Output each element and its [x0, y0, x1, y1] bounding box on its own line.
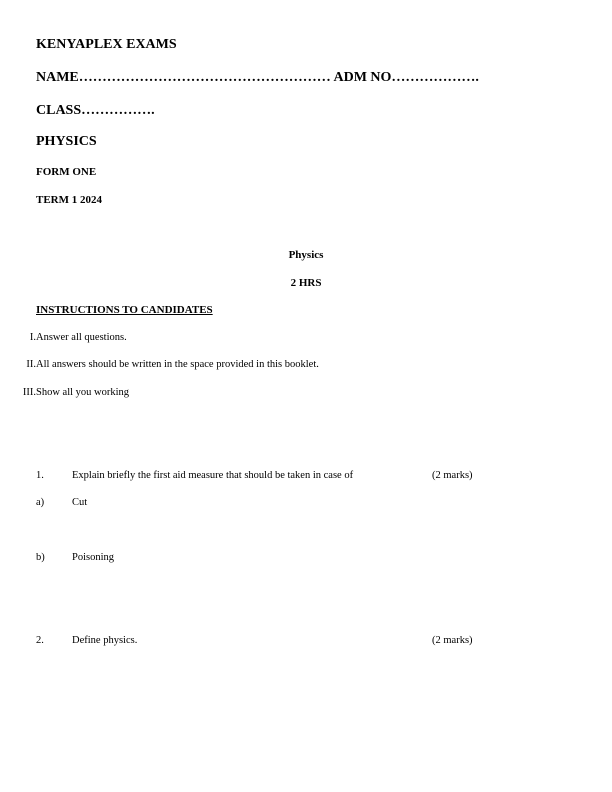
- paper-duration: 2 HRS: [290, 277, 322, 289]
- subject-title: PHYSICS: [36, 134, 97, 149]
- term-label: TERM 1 2024: [36, 194, 102, 206]
- question-1a-label: a): [36, 497, 45, 508]
- question-1a-text: Cut: [72, 497, 88, 508]
- instruction-text: Answer all questions.: [36, 332, 127, 343]
- instruction-number: II.: [26, 359, 36, 370]
- instructions-heading: INSTRUCTIONS TO CANDIDATES: [36, 304, 213, 316]
- instruction-text: All answers should be written in the space provided in this booklet.: [36, 359, 319, 370]
- paper-title: Physics: [288, 249, 324, 261]
- question-2-number: 2.: [36, 635, 44, 646]
- question-1b-text: Poisoning: [72, 552, 115, 563]
- question-1b-label: b): [36, 552, 45, 563]
- question-2-marks: (2 marks): [432, 635, 473, 646]
- instruction-text: Show all you working: [36, 387, 130, 398]
- question-1-text: Explain briefly the first aid measure that should be taken in case of: [72, 470, 354, 481]
- name-adm-line: NAME……………………………………………… ADM NO……………….: [36, 70, 479, 85]
- question-2-text: Define physics.: [72, 635, 138, 646]
- instruction-item: [0, 387, 612, 398]
- question-1-number: 1.: [36, 470, 44, 481]
- instruction-number: I.: [29, 332, 36, 343]
- form-label: FORM ONE: [36, 166, 97, 178]
- class-line: CLASS…………….: [36, 103, 155, 118]
- instruction-item: [0, 359, 612, 370]
- instruction-item: [0, 332, 612, 343]
- instruction-number: III.: [22, 387, 36, 398]
- question-1-marks: (2 marks): [432, 470, 473, 481]
- school-name: KENYAPLEX EXAMS: [36, 37, 177, 52]
